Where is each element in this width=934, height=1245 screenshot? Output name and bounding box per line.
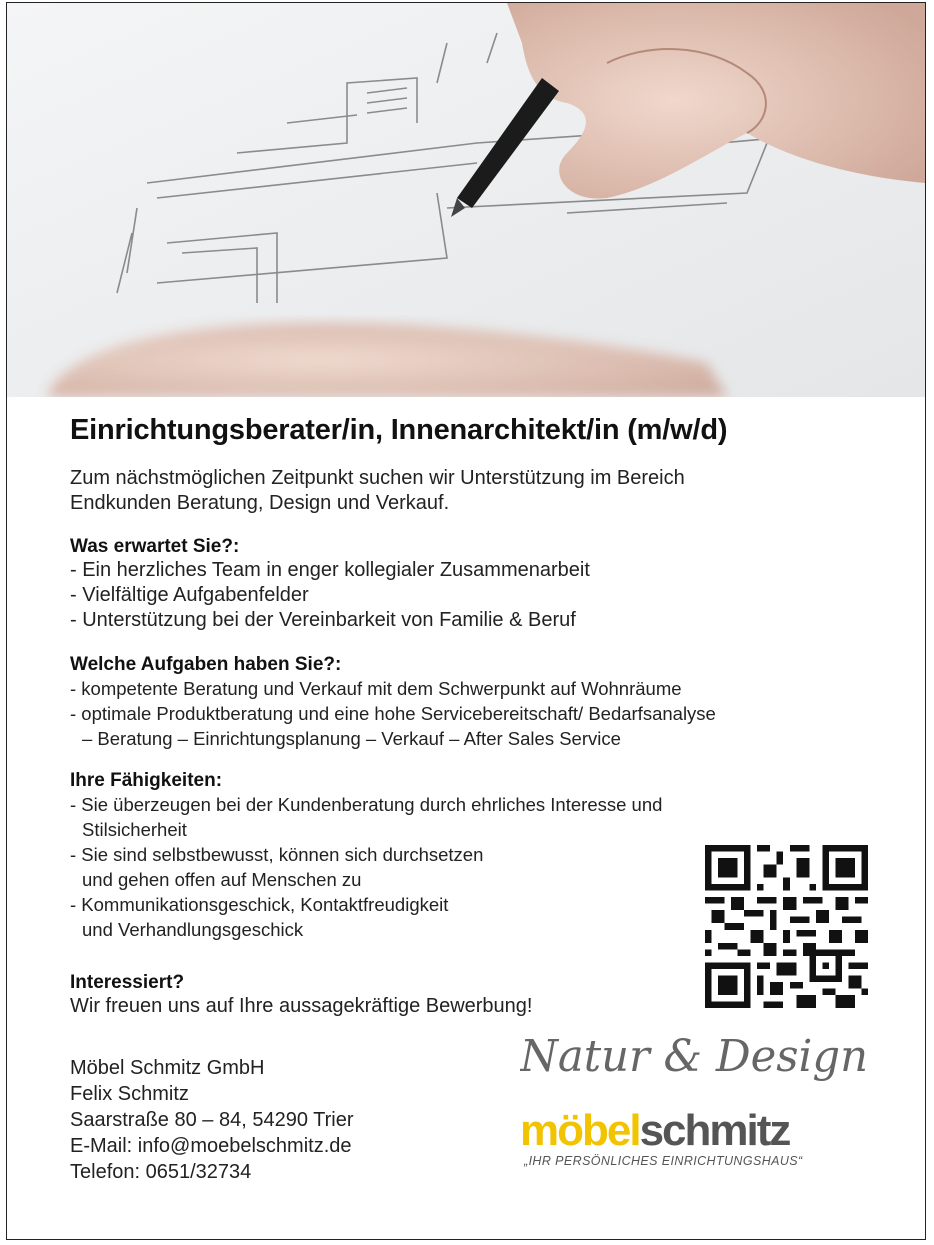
section-heading: Was erwartet Sie?: [70,536,240,557]
list-item: und gehen offen auf Menschen zu [82,869,362,890]
cta-text: Wir freuen uns auf Ihre aussagekräftige Bewerbung! [70,995,533,1017]
email[interactable]: E-Mail: info@moebelschmitz.de [70,1135,352,1157]
list-item: - Kommunikationsgeschick, Kontaktfreudigkeit [70,894,449,915]
phone[interactable]: Telefon: 0651/32734 [70,1161,252,1183]
hero-photo-sketch [7,3,925,397]
section-expectations [70,536,590,633]
job-title: Einrichtungsberater/in, Innenarchitekt/in (m/w/d) [70,414,728,446]
list-item: - Unterstützung bei der Vereinbarkeit von Familie & Beruf [70,609,576,631]
intro-line: Zum nächstmöglichen Zeitpunkt suchen wir Unterstützung im Bereich [70,467,685,489]
section-skills [70,770,662,942]
list-item: Stilsicherheit [82,819,187,840]
list-item: - Ein herzliches Team in enger kollegialer Zusammenarbeit [70,559,590,581]
section-cta [70,972,532,1019]
moebelschmitz-logo [520,1108,870,1168]
section-heading: Interessiert? [70,972,185,993]
intro-text [70,466,890,516]
list-item: - Vielfältige Aufgabenfelder [70,584,309,606]
list-item: - optimale Produktberatung und eine hohe Servicebereitschaft/ Bedarfsanalyse [70,703,716,724]
section-tasks [70,654,716,751]
logo-wordmark [520,1108,870,1154]
list-item: - kompetente Beratung und Verkauf mit dem Schwerpunkt auf Wohnräume [70,678,682,699]
intro-line: Endkunden Beratung, Design und Verkauf. [70,492,450,514]
logo-part-moebel: möbel [520,1106,640,1155]
contact-person: Felix Schmitz [70,1083,189,1105]
list-item: - Sie überzeugen bei der Kundenberatung durch ehrliches Interesse und [70,794,663,815]
qr-code-icon[interactable] [705,845,868,1008]
list-item: - Sie sind selbstbewusst, können sich durchsetzen [70,844,484,865]
section-heading: Ihre Fähigkeiten: [70,770,223,791]
list-item: und Verhandlungsgeschick [82,919,304,940]
contact-block [70,1055,354,1185]
tagline-script: Natur & Design [520,1031,868,1082]
natur-design-tagline [520,1023,870,1085]
address: Saarstraße 80 – 84, 54290 Trier [70,1109,354,1131]
logo-part-schmitz: schmitz [639,1106,790,1155]
list-item: – Beratung – Einrichtungsplanung – Verkauf – After Sales Service [82,728,621,749]
logo-subtitle: „IHR PERSÖNLICHES EINRICHTUNGSHAUS“ [524,1154,803,1168]
section-heading: Welche Aufgaben haben Sie?: [70,654,342,675]
company-name: Möbel Schmitz GmbH [70,1057,265,1079]
